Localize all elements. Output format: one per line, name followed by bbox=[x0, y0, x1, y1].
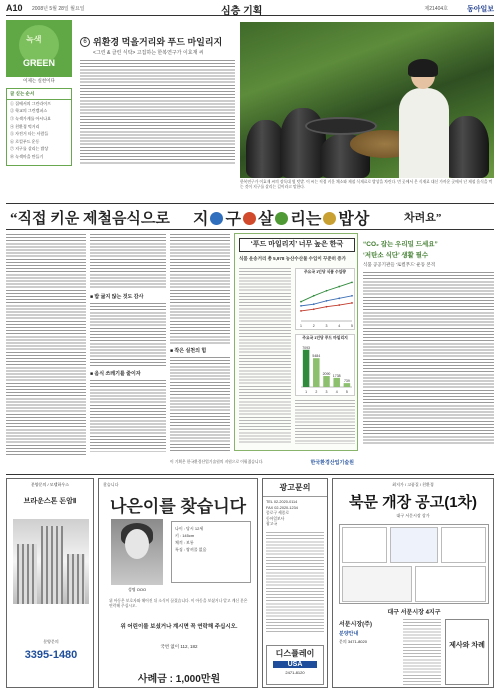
page-number: A10 bbox=[6, 3, 23, 13]
logo-word: GREEN bbox=[22, 58, 55, 68]
company-name: 서문시장(주) bbox=[339, 622, 372, 628]
bar bbox=[333, 378, 340, 387]
article-column bbox=[90, 234, 166, 456]
headline-left: “직접 키운 제철음식으로 bbox=[10, 211, 170, 227]
data-point bbox=[300, 310, 302, 312]
building-icon bbox=[41, 526, 63, 604]
import-chart bbox=[295, 268, 355, 330]
inquiry-line: 종로구 세종로 bbox=[266, 511, 290, 515]
ad-top-text: 최저가 / 고품질 / 친환경 bbox=[392, 482, 434, 487]
data-label: 739 bbox=[343, 379, 350, 384]
right-article-title: ‘저탄소 식단’ 생활 필수 bbox=[363, 252, 429, 259]
body-text bbox=[6, 234, 86, 456]
contents-item: ④ 친환경 먹거리 bbox=[10, 123, 40, 129]
person-figure bbox=[393, 62, 455, 178]
series-slogan: 이제는 실천이다 bbox=[23, 78, 55, 83]
body-text bbox=[90, 303, 166, 367]
line-chart bbox=[296, 275, 356, 329]
tick-label: 2 bbox=[312, 324, 315, 328]
data-label: 7093 bbox=[302, 345, 310, 350]
data-point bbox=[351, 281, 353, 283]
data-point bbox=[326, 290, 328, 292]
inquiry-line: 동아일보사 bbox=[266, 516, 285, 521]
tick-label: 1 bbox=[300, 324, 302, 328]
building-image bbox=[13, 519, 89, 604]
right-article-title: “CO₂ 잡는 우리밀 드세요” bbox=[363, 241, 438, 248]
sidebar-title: ‘푸드 마일리지’ 너무 높은 한국 bbox=[239, 238, 355, 252]
subheading: ■ 작은 실천의 힘 bbox=[170, 348, 207, 354]
bar bbox=[303, 350, 310, 387]
missing-contacts: 국번 없이 112, 182 bbox=[160, 644, 198, 649]
data-point bbox=[313, 308, 315, 310]
data-point bbox=[313, 295, 315, 297]
tick-label: 4 bbox=[335, 390, 338, 394]
contents-item: ⑧ 녹색마을 만들기 bbox=[10, 153, 44, 159]
green-series-logo bbox=[6, 20, 72, 77]
series-line bbox=[301, 282, 352, 301]
ad-top-text: 찾습니다 bbox=[103, 482, 119, 487]
contents-item: ① 집에서의 그린라이프 bbox=[10, 100, 51, 106]
subheading: ■ 음식 쓰레기를 줄이자 bbox=[90, 371, 141, 377]
missing-call-to-action: 위 어린이를 보셨거나 계시면 꼭 연락해 주십시오. bbox=[120, 624, 238, 630]
tick-label: 3 bbox=[325, 390, 328, 394]
data-point bbox=[338, 297, 340, 299]
bar bbox=[344, 383, 351, 387]
body-text bbox=[170, 357, 230, 453]
contents-item: ⑦ 지구를 살리는 밥상 bbox=[10, 146, 49, 152]
globe-icon bbox=[210, 212, 223, 225]
ad-separator bbox=[6, 474, 494, 475]
missing-title: 나은이를 찾습니다 bbox=[109, 497, 247, 516]
sponsor-note bbox=[170, 457, 358, 471]
subheading: ■ 밥 굶지 않는 것도 감사 bbox=[90, 294, 144, 300]
small-ad-name: 디스플레이 bbox=[275, 649, 315, 658]
contents-item: ③ 녹색가게를 아시나요 bbox=[10, 115, 51, 121]
company-phone: 문의 3471-8020 bbox=[339, 639, 367, 644]
series-contents-box bbox=[6, 88, 72, 166]
headline-bar bbox=[6, 203, 494, 230]
headline-char: 리 bbox=[290, 211, 306, 228]
data-label: 5484 bbox=[312, 354, 321, 359]
apartment-ad bbox=[6, 478, 94, 688]
sidebar-text bbox=[295, 400, 355, 444]
sponsor-logo: 한국환경산업기술원 bbox=[310, 460, 354, 466]
reward-amount: 사례금 : 1,000만원 bbox=[137, 674, 221, 685]
contents-item: ⑤ 자전거 타는 사람들 bbox=[10, 131, 49, 137]
missing-child-ad bbox=[98, 478, 258, 688]
body-text bbox=[170, 234, 230, 344]
apartment-phone: 3395-1480 bbox=[24, 649, 78, 661]
inquiry-line: FAX 02-2020-1234 bbox=[266, 505, 298, 510]
data-label: 2090 bbox=[322, 372, 331, 377]
tick-label: 4 bbox=[338, 324, 341, 328]
headline-char: 지 bbox=[193, 211, 209, 228]
section-title: 심층 기획 bbox=[221, 6, 263, 17]
mileage-chart bbox=[295, 334, 355, 396]
tick-label: 1 bbox=[305, 390, 308, 394]
body-text bbox=[90, 380, 166, 452]
data-point bbox=[326, 306, 328, 308]
building-icon bbox=[17, 544, 37, 604]
headline-char: 살 bbox=[257, 211, 274, 228]
headline-char: 밥 bbox=[338, 211, 354, 228]
series-number: 6 bbox=[80, 37, 90, 47]
small-ad-sub: USA bbox=[273, 661, 317, 668]
classified-listing bbox=[266, 532, 324, 632]
data-point bbox=[313, 303, 315, 305]
data-point bbox=[338, 286, 340, 288]
inquiry-line: 광고국 bbox=[266, 522, 278, 526]
lead-paragraph bbox=[80, 60, 235, 164]
company-sub: 분양안내 bbox=[339, 631, 359, 637]
body-text bbox=[363, 272, 494, 444]
market-subtitle: 대구 서문시장 상가 bbox=[396, 513, 430, 518]
bar-chart bbox=[296, 341, 356, 395]
market-company bbox=[339, 619, 399, 685]
inquiry-title: 광고문의 bbox=[279, 483, 311, 492]
small-ad bbox=[266, 645, 324, 685]
series-title: 위환경 먹을거리와 푸드 마일리지 bbox=[93, 37, 223, 47]
market-text bbox=[403, 619, 441, 685]
child-facts bbox=[171, 521, 251, 583]
data-point bbox=[338, 304, 340, 306]
fact-line: 키 : 145cm bbox=[175, 533, 195, 538]
child-name: 성명 OOO bbox=[127, 587, 147, 592]
child-photo bbox=[111, 519, 163, 585]
sponsor-text: 이 기획은 한국환경산업기술원의 지원으로 이뤄졌습니다. bbox=[170, 460, 264, 464]
inquiry-line: TEL 02-2020-0114 bbox=[266, 500, 298, 504]
data-point bbox=[351, 295, 353, 297]
contents-title: 글 싣는 순서 bbox=[7, 89, 71, 100]
vegetable-icon bbox=[275, 212, 288, 225]
tick-label: 2 bbox=[315, 390, 318, 394]
bar bbox=[313, 358, 320, 387]
issue-date: 2008년 5월 28일 월요일 bbox=[32, 6, 85, 12]
contents-item: ⑥ 로컬푸드 운동 bbox=[10, 138, 40, 144]
sidebar-text bbox=[239, 268, 291, 444]
ritual-book-ad bbox=[445, 619, 489, 685]
bar bbox=[323, 376, 330, 387]
market-location: 대구 서문시장 4지구 bbox=[387, 610, 441, 616]
contents-item: ② 학교의 그린캠퍼스 bbox=[10, 108, 48, 114]
article-column bbox=[6, 234, 86, 456]
series-subtitle: <그린 & 클린 식탁> 고집하는 한복연구가 이효재 씨 bbox=[93, 50, 204, 56]
data-point bbox=[351, 302, 353, 304]
book-title: 제사와 차례 bbox=[449, 642, 485, 649]
chart-title: 주요국 1인당 식품 수입량 bbox=[304, 270, 346, 274]
photo-caption: 한복연구가 이효재 씨의 장독대 옆 텃밭. 이 씨는 직접 키운 채소와 제철 식재료로 밥상을 차린다. 먼 곳에서 온 식재료 대신 가까운 곳에서 난 제철 음식을 먹는 것이 지구를 살리는 길이라고 말한다. bbox=[240, 180, 493, 189]
data-label: 1738 bbox=[332, 373, 341, 378]
market-title: 북문 개장 공고(1차) bbox=[348, 494, 478, 511]
food-mileage-sidebar bbox=[234, 233, 358, 451]
newspaper-name: 동아일보 bbox=[466, 5, 494, 13]
missing-description: 위 아동은 보호자와 헤어진 뒤 소식이 끊겼습니다. 이 아동을 보셨거나 알고 계신 분은 연락해 주십시오. bbox=[109, 599, 248, 608]
fact-line: 나이 : 당시 12세 bbox=[175, 526, 204, 531]
tomato-icon bbox=[243, 212, 256, 225]
tick-label: 3 bbox=[325, 324, 328, 328]
sidebar-lead: 식품 운송거리 총 5,978 농산수산물 수입이 꾸준히 증가 bbox=[239, 256, 346, 261]
body-text bbox=[90, 234, 166, 290]
data-point bbox=[300, 301, 302, 303]
page-header bbox=[6, 3, 494, 16]
apartment-info: 분양문의 bbox=[43, 639, 59, 644]
chart-title: 주요국 1인당 푸드 마일리지 bbox=[302, 336, 348, 340]
data-point bbox=[300, 305, 302, 307]
ad-inquiry-box bbox=[262, 478, 328, 688]
headline-char: 상 bbox=[353, 211, 370, 228]
grain-icon bbox=[323, 212, 336, 225]
headline-char: 구 bbox=[225, 211, 241, 228]
headline-char: 는 bbox=[305, 211, 322, 228]
ad-top-text: 분양문의 / 모델하우스 bbox=[30, 482, 70, 487]
right-article bbox=[363, 233, 494, 451]
fact-line: 체격 : 보통 bbox=[175, 540, 194, 545]
market-opening-ad bbox=[332, 478, 494, 688]
main-photo bbox=[240, 22, 494, 178]
small-ad-phone: 2471-8120 bbox=[285, 670, 305, 675]
data-point bbox=[326, 300, 328, 302]
right-article-subtitle: 식품 공공기관들 ‘로컬푸드’ 운동 본격 bbox=[363, 262, 436, 267]
tick-label: 5 bbox=[345, 390, 348, 394]
fact-line: 특징 : 쌍꺼풀 없음 bbox=[175, 547, 207, 552]
article-column bbox=[170, 234, 230, 456]
issue-number: 제21404호 bbox=[424, 6, 448, 12]
apartment-name: 브라운스톤 돈암Ⅱ bbox=[23, 498, 77, 505]
headline-middle bbox=[193, 206, 369, 229]
headline-right: 차려요” bbox=[404, 212, 442, 224]
logo-korean-text: 녹색 bbox=[26, 35, 42, 44]
floor-plan bbox=[339, 524, 489, 604]
building-icon bbox=[67, 554, 85, 604]
tick-label: 5 bbox=[351, 324, 353, 328]
